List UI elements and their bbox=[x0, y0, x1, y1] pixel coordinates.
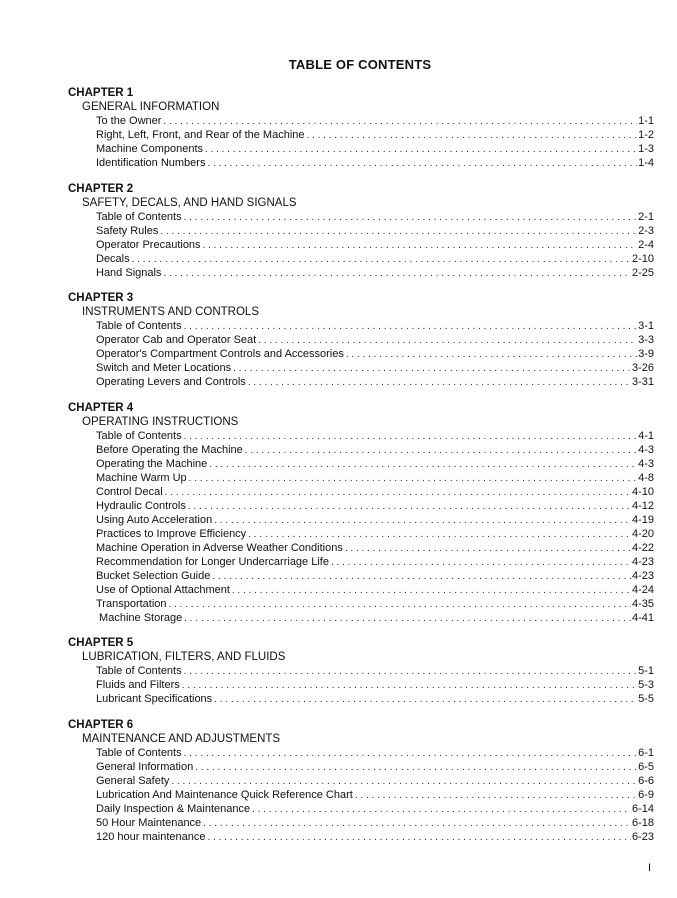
toc-entry[interactable] bbox=[68, 375, 654, 389]
toc-entry[interactable] bbox=[68, 816, 654, 830]
chapter-section bbox=[68, 636, 654, 706]
toc-entry-label: Operator's Compartment Controls and Accessories bbox=[96, 348, 344, 360]
toc-entry[interactable] bbox=[68, 210, 654, 224]
toc-entry-label: Recommendation for Longer Undercarriage Life bbox=[96, 555, 329, 568]
toc-entry-page: 6-6 bbox=[638, 774, 654, 787]
toc-entry[interactable] bbox=[68, 527, 654, 541]
toc-entry[interactable] bbox=[68, 361, 654, 375]
toc-entry-page: 6-14 bbox=[631, 802, 654, 815]
toc-entry-label: Control Decal bbox=[96, 485, 163, 498]
chapter-section bbox=[68, 86, 654, 170]
dot-leader bbox=[165, 486, 631, 500]
toc-entry-page: 2-10 bbox=[631, 252, 654, 265]
toc-entry-label: Table of Contents bbox=[96, 746, 182, 759]
toc-entry-page: 2-1 bbox=[638, 210, 654, 223]
chapter-subtitle: GENERAL INFORMATION bbox=[82, 101, 220, 113]
toc-entry[interactable] bbox=[68, 347, 654, 361]
chapter-section bbox=[68, 291, 654, 389]
toc-entry-page: 5-5 bbox=[638, 693, 654, 705]
toc-entry-label: Operating Levers and Controls bbox=[96, 376, 246, 388]
toc-entry-page: 2-3 bbox=[638, 224, 654, 237]
dot-leader bbox=[189, 472, 637, 486]
dot-leader bbox=[207, 157, 637, 171]
toc-entry-label: Machine Storage bbox=[96, 611, 183, 624]
toc-entry-label: Hand Signals bbox=[96, 266, 162, 279]
dot-leader bbox=[184, 211, 637, 225]
chapter-subtitle: INSTRUMENTS AND CONTROLS bbox=[82, 306, 259, 318]
toc-entry[interactable] bbox=[68, 333, 654, 347]
toc-entry[interactable] bbox=[68, 142, 654, 156]
toc-entry-label: Before Operating the Machine bbox=[96, 443, 243, 456]
toc-entry-page: 4-1 bbox=[638, 429, 654, 442]
chapter-heading: CHAPTER 4 bbox=[68, 401, 134, 414]
toc-entry[interactable] bbox=[68, 760, 654, 774]
toc-entry-page: 2-4 bbox=[638, 238, 654, 251]
toc-entry-page: 2-25 bbox=[631, 266, 654, 279]
toc-entry[interactable] bbox=[68, 443, 654, 457]
toc-entry[interactable] bbox=[68, 569, 654, 583]
chapter-section bbox=[68, 401, 654, 625]
dot-leader bbox=[184, 320, 637, 334]
dot-leader bbox=[184, 430, 637, 444]
toc-content bbox=[68, 86, 654, 855]
toc-entry[interactable] bbox=[68, 238, 654, 252]
toc-entry-label: Practices to Improve Efficiency bbox=[96, 527, 247, 540]
toc-entry-page: 6-1 bbox=[638, 746, 654, 759]
toc-entry-page: 5-1 bbox=[638, 665, 654, 677]
toc-entry-page: 4-23 bbox=[631, 569, 654, 582]
toc-entry-label: Using Auto Acceleration bbox=[96, 513, 213, 526]
chapter-subtitle: OPERATING INSTRUCTIONS bbox=[82, 415, 239, 428]
toc-entry-label: Daily Inspection & Maintenance bbox=[96, 802, 251, 815]
chapter-subtitle: SAFETY, DECALS, AND HAND SIGNALS bbox=[82, 196, 297, 209]
toc-entry-page: 4-35 bbox=[631, 597, 654, 610]
dot-leader bbox=[182, 679, 637, 693]
toc-entry-label: Identification Numbers bbox=[96, 157, 206, 169]
toc-entry-page: 4-12 bbox=[631, 499, 654, 512]
toc-entry-page: 3-26 bbox=[631, 362, 654, 374]
toc-entry-label: Bucket Selection Guide bbox=[96, 569, 211, 582]
dot-leader bbox=[160, 225, 637, 239]
toc-entry[interactable] bbox=[68, 555, 654, 569]
toc-entry[interactable] bbox=[68, 664, 654, 678]
toc-entry-label: Switch and Meter Locations bbox=[96, 362, 232, 374]
toc-entry-page: 1-3 bbox=[638, 143, 654, 155]
toc-entry-label: Fluids and Filters bbox=[96, 679, 180, 691]
toc-entry-page: 1-2 bbox=[638, 129, 654, 141]
chapter-section bbox=[68, 718, 654, 844]
dot-leader bbox=[307, 129, 638, 143]
dot-leader bbox=[258, 334, 637, 348]
toc-entry-label: Machine Warm Up bbox=[96, 471, 187, 484]
dot-leader bbox=[245, 444, 637, 458]
toc-entry-label: Hydraulic Controls bbox=[96, 499, 186, 512]
chapter-heading: CHAPTER 2 bbox=[68, 182, 134, 195]
dot-leader bbox=[214, 514, 631, 528]
toc-entry-page: 4-19 bbox=[631, 513, 654, 526]
toc-entry-label: Operating the Machine bbox=[96, 457, 208, 470]
toc-entry[interactable] bbox=[68, 597, 654, 611]
toc-entry[interactable] bbox=[68, 319, 654, 333]
dot-leader bbox=[169, 598, 631, 612]
toc-entry[interactable] bbox=[68, 830, 654, 844]
toc-entry-page: 4-23 bbox=[631, 555, 654, 568]
dot-leader bbox=[171, 775, 637, 789]
toc-entry[interactable] bbox=[68, 692, 654, 706]
toc-entry-label: Machine Operation in Adverse Weather Conditions bbox=[96, 541, 343, 554]
dot-leader bbox=[205, 143, 637, 157]
dot-leader bbox=[331, 556, 631, 570]
toc-entry[interactable] bbox=[68, 156, 654, 170]
toc-entry-page: 6-23 bbox=[631, 830, 654, 843]
toc-entry-page: 4-20 bbox=[631, 527, 654, 540]
toc-entry-label: 120 hour maintenance bbox=[96, 830, 206, 843]
dot-leader bbox=[203, 817, 631, 831]
toc-entry[interactable] bbox=[68, 429, 654, 443]
chapter-heading: CHAPTER 1 bbox=[68, 87, 134, 99]
toc-entry-label: Table of Contents bbox=[96, 210, 182, 223]
toc-entry-page: 3-9 bbox=[638, 348, 654, 360]
dot-leader bbox=[207, 831, 631, 845]
dot-leader bbox=[163, 267, 631, 281]
dot-leader bbox=[163, 115, 637, 129]
toc-entry-label: Machine Components bbox=[96, 143, 204, 155]
dot-leader bbox=[209, 458, 637, 472]
chapter-section bbox=[68, 182, 654, 280]
toc-entry-label: Lubrication And Maintenance Quick Reference Chart bbox=[96, 788, 353, 801]
toc-entry-page: 6-18 bbox=[631, 816, 654, 829]
toc-entry[interactable] bbox=[68, 457, 654, 471]
toc-entry[interactable] bbox=[68, 485, 654, 499]
toc-entry-label: Right, Left, Front, and Rear of the Machine bbox=[96, 129, 305, 141]
dot-leader bbox=[232, 584, 631, 598]
toc-entry-page: 4-10 bbox=[631, 485, 654, 498]
toc-entry-label: Decals bbox=[96, 252, 130, 265]
toc-entry[interactable] bbox=[68, 541, 654, 555]
toc-entry-label: Table of Contents bbox=[96, 429, 182, 442]
toc-entry-label: Operator Precautions bbox=[96, 238, 201, 251]
page-number: I bbox=[648, 862, 652, 874]
toc-entry[interactable] bbox=[68, 224, 654, 238]
toc-entry-page: 4-22 bbox=[631, 541, 654, 554]
toc-entry[interactable] bbox=[68, 114, 654, 128]
dot-leader bbox=[184, 665, 637, 679]
toc-entry-page: 4-3 bbox=[638, 443, 654, 456]
dot-leader bbox=[233, 362, 631, 376]
toc-entry-page: 6-5 bbox=[638, 760, 654, 773]
toc-entry-page: 4-3 bbox=[638, 457, 654, 470]
dot-leader bbox=[214, 693, 637, 707]
toc-entry-page: 1-1 bbox=[638, 115, 654, 127]
dot-leader bbox=[212, 570, 631, 584]
chapter-heading: CHAPTER 3 bbox=[68, 292, 134, 304]
toc-entry[interactable] bbox=[68, 252, 654, 266]
toc-entry[interactable] bbox=[68, 128, 654, 142]
dot-leader bbox=[203, 239, 638, 253]
toc-entry-page: 3-31 bbox=[631, 376, 654, 388]
dot-leader bbox=[248, 528, 631, 542]
toc-entry-page: 4-8 bbox=[638, 471, 654, 484]
toc-entry[interactable] bbox=[68, 513, 654, 527]
toc-entry[interactable] bbox=[68, 802, 654, 816]
chapter-subtitle: LUBRICATION, FILTERS, AND FLUIDS bbox=[82, 651, 286, 663]
dot-leader bbox=[184, 612, 631, 626]
dot-leader bbox=[355, 789, 637, 803]
toc-entry-label: Use of Optional Attachment bbox=[96, 583, 230, 596]
dot-leader bbox=[248, 376, 631, 390]
toc-entry-label: 50 Hour Maintenance bbox=[96, 816, 202, 829]
toc-entry[interactable] bbox=[68, 678, 654, 692]
toc-entry-page: 3-3 bbox=[638, 334, 654, 346]
chapter-subtitle: MAINTENANCE AND ADJUSTMENTS bbox=[82, 732, 281, 745]
chapter-heading: CHAPTER 5 bbox=[68, 637, 134, 649]
toc-entry-page: 3-1 bbox=[638, 320, 654, 332]
chapter-heading: CHAPTER 6 bbox=[68, 718, 134, 731]
dot-leader bbox=[252, 803, 631, 817]
toc-entry[interactable] bbox=[68, 788, 654, 802]
toc-entry-label: To the Owner bbox=[96, 115, 162, 127]
dot-leader bbox=[195, 761, 637, 775]
toc-entry-label: Transportation bbox=[96, 597, 167, 610]
dot-leader bbox=[184, 747, 637, 761]
toc-entry-page: 4-41 bbox=[631, 611, 654, 624]
toc-entry-page: 1-4 bbox=[638, 157, 654, 169]
toc-entry-label: General Safety bbox=[96, 774, 170, 787]
toc-entry-label: Lubricant Specifications bbox=[96, 693, 213, 705]
toc-entry-label: Safety Rules bbox=[96, 224, 159, 237]
dot-leader bbox=[188, 500, 631, 514]
toc-entry[interactable] bbox=[68, 746, 654, 760]
toc-entry-page: 6-9 bbox=[638, 788, 654, 801]
toc-entry[interactable] bbox=[68, 471, 654, 485]
toc-entry[interactable] bbox=[68, 774, 654, 788]
page-title: TABLE OF CONTENTS bbox=[288, 57, 432, 72]
toc-entry-label: Operator Cab and Operator Seat bbox=[96, 334, 257, 346]
toc-entry[interactable] bbox=[68, 266, 654, 280]
dot-leader bbox=[345, 542, 631, 556]
toc-entry-label: Table of Contents bbox=[96, 665, 182, 677]
dot-leader bbox=[132, 253, 631, 267]
toc-entry[interactable] bbox=[68, 583, 654, 597]
toc-entry-page: 5-3 bbox=[638, 679, 654, 691]
toc-entry-page: 4-24 bbox=[631, 583, 654, 596]
toc-entry-label: General Information bbox=[96, 760, 194, 773]
toc-entry[interactable] bbox=[68, 499, 654, 513]
toc-entry[interactable] bbox=[68, 611, 654, 625]
toc-entry-label: Table of Contents bbox=[96, 320, 182, 332]
dot-leader bbox=[346, 348, 637, 362]
